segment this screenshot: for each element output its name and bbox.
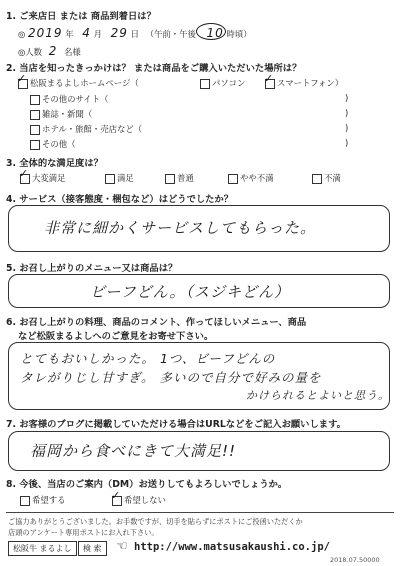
ampm-label: （午前・午後 — [145, 29, 196, 39]
q1-month-value: 4 — [82, 26, 91, 40]
checkbox[interactable] — [30, 110, 40, 120]
q7-answer: 福岡から食べにきて大満足!! — [30, 442, 237, 460]
q2-option-other-site[interactable] — [30, 93, 108, 105]
option-label: パソコン — [212, 78, 246, 88]
checkbox[interactable] — [165, 174, 175, 184]
year-unit: 年 — [65, 29, 74, 39]
q2-title: 2. 当店を知ったきっかけは？ または商品をご購入いただいた場所は？ — [6, 63, 302, 74]
checkbox[interactable] — [20, 496, 30, 506]
q2-option-smartphone[interactable]: スマートフォン） — [265, 77, 343, 89]
option-label: 普通 — [177, 173, 194, 183]
q1-day-value: 29 — [110, 26, 128, 40]
q1-people-value: 2 — [48, 44, 58, 58]
q6-title-line2: など松阪まるよしへのご意見をお寄せ下さい。 — [18, 331, 214, 342]
checkbox[interactable] — [105, 174, 115, 184]
checkbox[interactable] — [200, 79, 210, 89]
q2-option-homepage[interactable] — [18, 77, 139, 89]
q1-title: 1. ご来店日 または 商品到着日は？ — [6, 11, 156, 22]
month-unit: 月 — [93, 29, 102, 39]
checkbox[interactable] — [30, 125, 40, 135]
q3-option-dissatisfied[interactable] — [312, 172, 341, 184]
q2-option-hotel[interactable] — [30, 123, 142, 135]
option-label: その他（ — [42, 139, 76, 149]
footer-url[interactable]: http://www.matsusakaushi.co.jp/ — [134, 541, 330, 553]
q3-option-somewhat-dissatisfied[interactable] — [228, 172, 274, 184]
option-label: 満足 — [117, 173, 134, 183]
q5-title: 5. お召し上がりのメニュー又は商品は？ — [6, 263, 178, 274]
option-label: やや不満 — [240, 173, 274, 183]
ampm-circle-mark — [196, 23, 226, 40]
paren: ) — [345, 93, 349, 103]
checkbox[interactable] — [30, 140, 40, 150]
option-label: その他のサイト（ — [42, 94, 109, 104]
paren: ) — [345, 138, 349, 148]
option-label: 希望しない — [124, 495, 166, 505]
option-label: ホテル・旅館・売店など（ — [42, 124, 143, 134]
footer-line2: 店頭のアンケート専用ポストにお入れ下さい。 — [8, 528, 159, 537]
day-unit: 日 — [130, 29, 139, 39]
people-unit: 名様 — [64, 47, 81, 57]
form-code: 2018.07.50000 — [330, 556, 380, 564]
check-mark-icon: ✓ — [19, 167, 29, 180]
paren: ) — [345, 123, 349, 133]
q6-title-line1: 6. お召し上がりの料理、商品のコメント、作ってほしいメニュー、商品 — [6, 317, 307, 328]
q3-option-neutral[interactable] — [165, 172, 194, 184]
q6-answer-line3: かけられるとよいと思う。 — [246, 389, 390, 402]
people-label: ◎人数 — [18, 47, 43, 57]
option-label: 雑誌・新聞（ — [42, 109, 93, 119]
check-mark-icon: ✓ — [111, 489, 121, 502]
q2-option-pc[interactable] — [200, 77, 245, 89]
checkbox[interactable] — [228, 174, 238, 184]
q8-title: 8. 今後、当店のご案内（DM）お送りしてもよろしいでしょうか。 — [6, 479, 288, 490]
paren: ) — [345, 108, 349, 118]
option-label: 不満 — [324, 173, 341, 183]
q7-title: 7. お客様のブログに掲載していただける場合はURLなどをご記入お願いします。 — [6, 419, 346, 430]
q4-answer: 非常に細かくサービスしてもらった。 — [44, 219, 317, 237]
q3-option-satisfied[interactable] — [105, 172, 134, 184]
q4-title: 4. サービス（接客態度・梱包など）はどうでしたか？ — [6, 194, 234, 205]
option-label: 希望する — [32, 495, 66, 505]
search-button[interactable]: 検 索 — [78, 541, 107, 556]
footer-divider — [6, 512, 394, 513]
checkbox[interactable] — [30, 95, 40, 105]
check-mark-icon: ✓ — [264, 72, 274, 85]
brand-badge: 松阪牛 まるよし — [8, 541, 77, 556]
option-label: 大変満足 — [32, 173, 66, 183]
q1-hour-value: 10 — [206, 26, 224, 40]
pointer-hand-icon: ☜ — [116, 539, 128, 554]
checkbox[interactable] — [312, 174, 322, 184]
q8-option-want[interactable] — [20, 494, 66, 506]
q1-year-value: 2019 — [27, 26, 63, 40]
option-label: 松阪まるよしホームページ（ — [30, 78, 139, 88]
q2-option-other[interactable] — [30, 138, 76, 150]
q5-answer: ビーフどん。（スジキどん） — [90, 283, 291, 301]
q6-answer-line2: タレがりじし甘すぎ。 多いので自分で好みの量を — [20, 370, 322, 385]
footer-line1: ご協力ありがとうございました。お手数ですが、切手を貼らずにポストにご投函いただくか — [8, 517, 303, 526]
q1-people-row — [18, 44, 81, 58]
q6-answer-line1: とてもおいしかった。 1つ、ビーフどんの — [20, 351, 276, 366]
bullet: ◎ — [18, 29, 26, 39]
option-label: スマートフォン — [277, 78, 335, 88]
check-mark-icon: ✓ — [17, 72, 27, 85]
q3-title: 3. 全体的な満足度は？ — [6, 158, 103, 169]
q2-option-magazine[interactable] — [30, 108, 92, 120]
hour-unit: 時頃） — [226, 29, 252, 39]
